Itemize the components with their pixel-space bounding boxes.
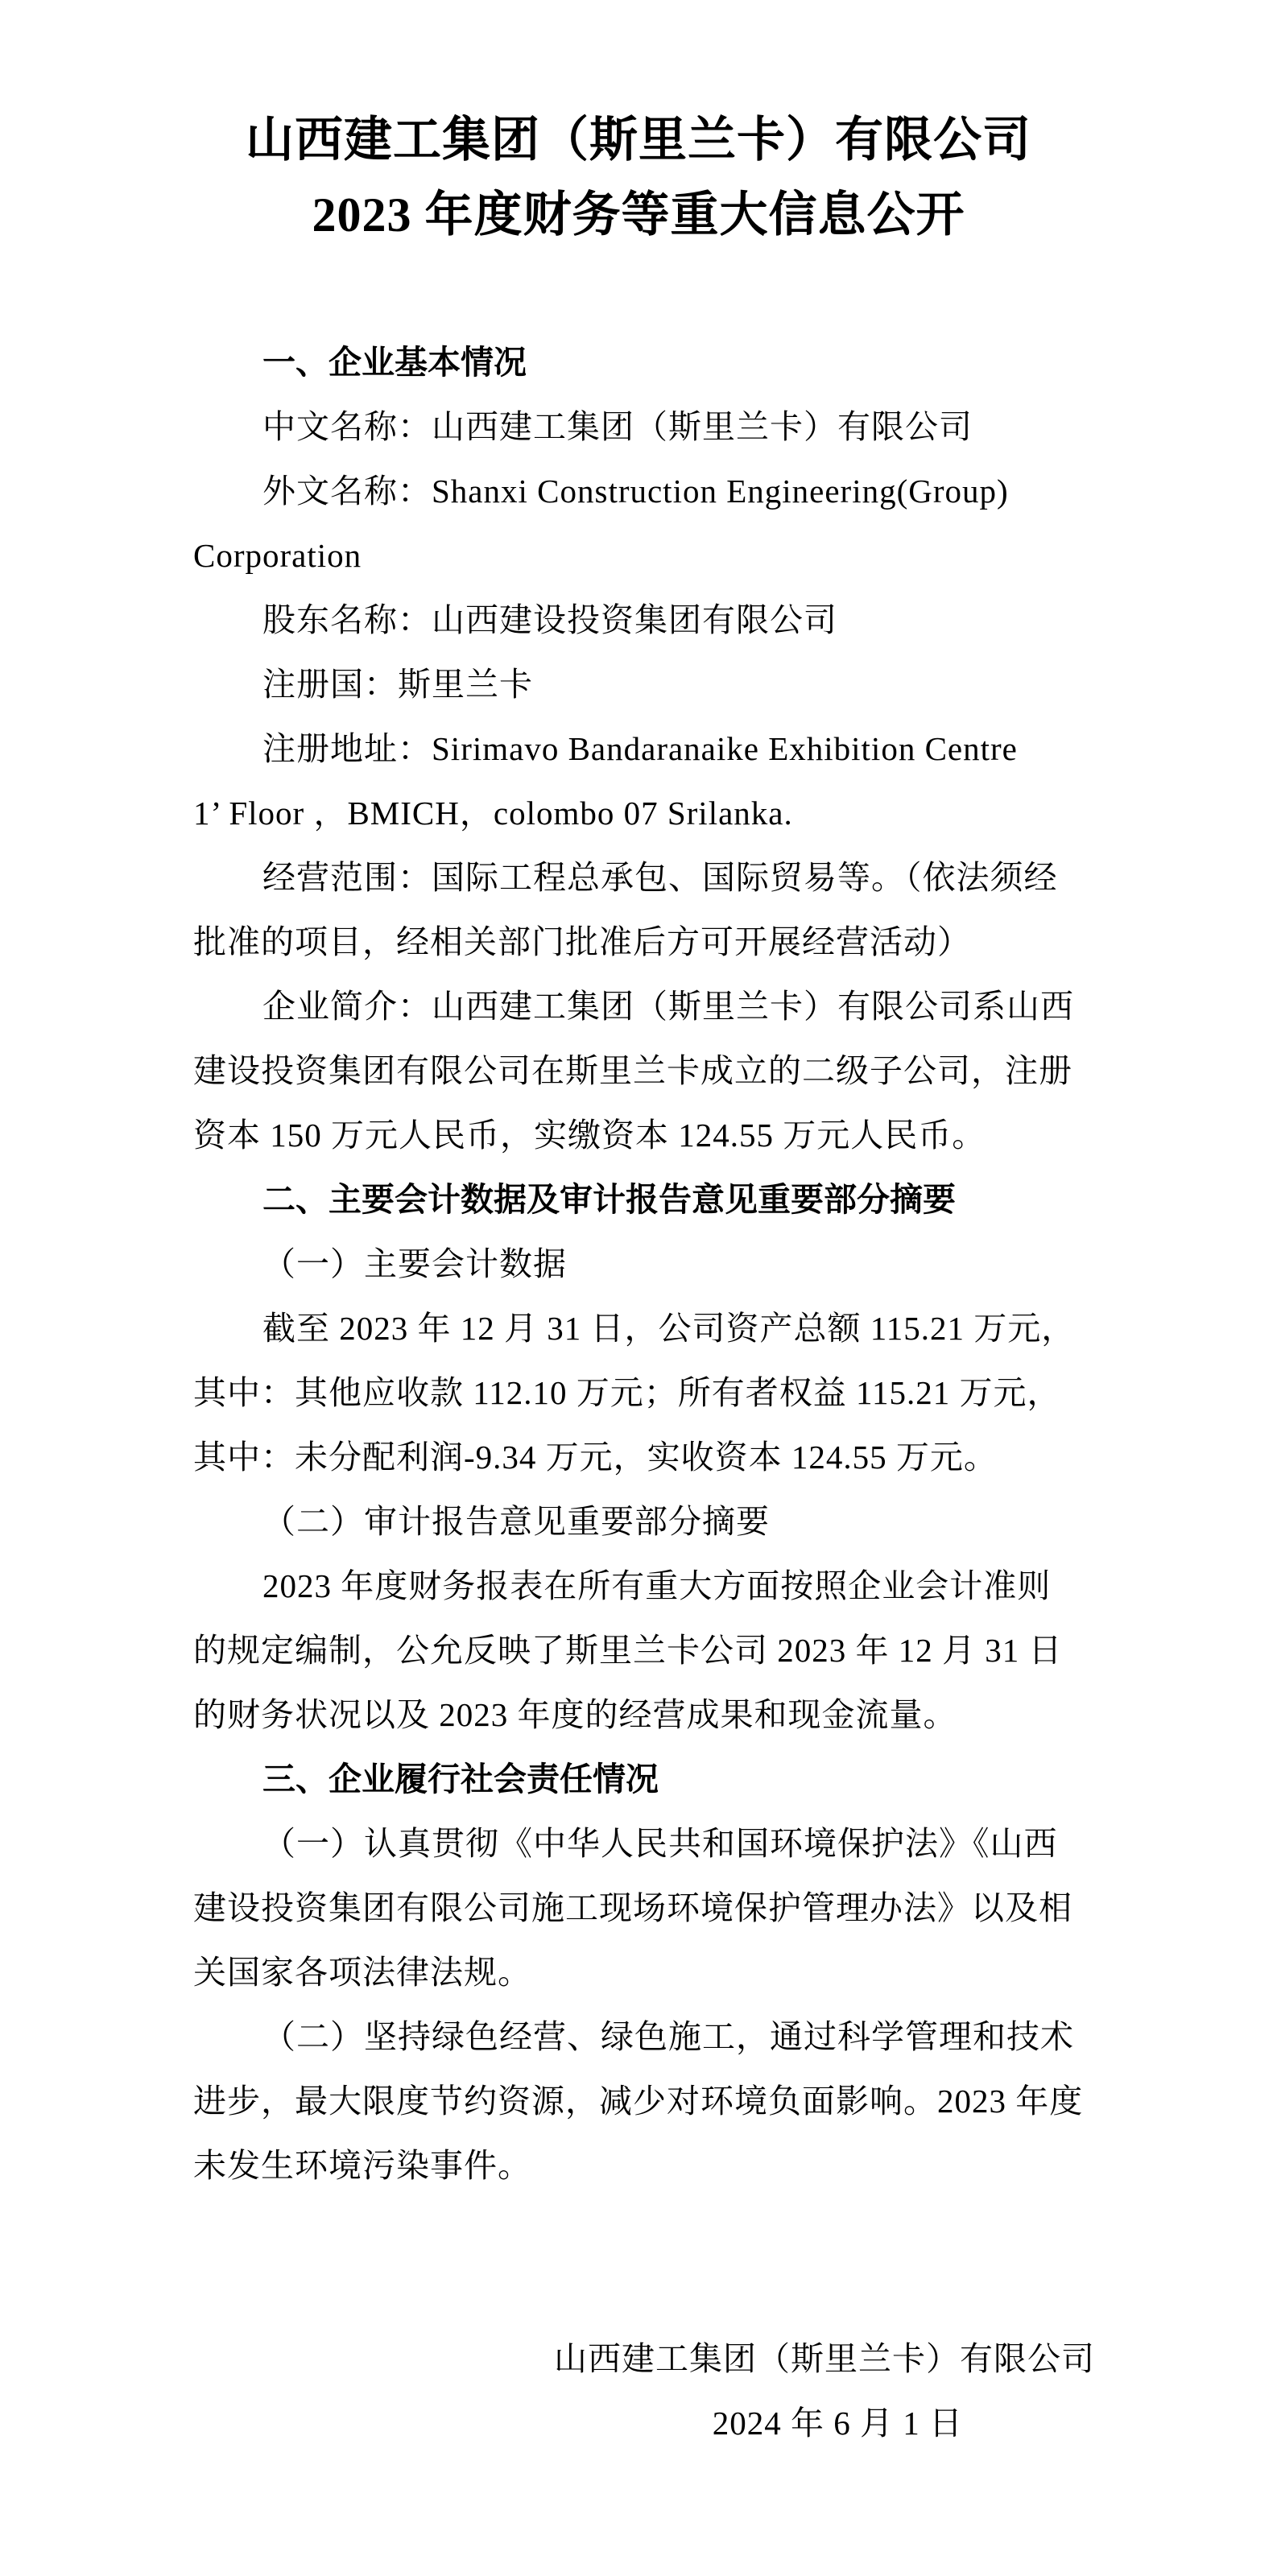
field-business-scope: 经营范围：国际工程总承包、国际贸易等。（依法须经 bbox=[262, 859, 1058, 896]
signature-block bbox=[193, 2326, 1095, 2455]
field-registered-address: 注册地址：Sirimavo Bandaranaike Exhibition Centre bbox=[262, 730, 1018, 767]
subsection-accounting-data-title: （一）主要会计数据 bbox=[262, 1245, 567, 1282]
document-title-line-1: 山西建工集团（斯里兰卡）有限公司 bbox=[246, 114, 1031, 167]
field-company-profile: 企业简介：山西建工集团（斯里兰卡）有限公司系山西 bbox=[262, 988, 1074, 1025]
document-title-line-2: 2023 年度财务等重大信息公开 bbox=[312, 188, 965, 242]
social-responsibility-line-3: 关国家各项法律法规。 bbox=[193, 1954, 531, 1991]
social-responsibility-line-6: 未发生环境污染事件。 bbox=[193, 2147, 531, 2184]
social-responsibility-line-5: 进步，最大限度节约资源，减少对环境负面影响。2023 年度 bbox=[193, 2083, 1084, 2120]
accounting-data-line-1: 截至 2023 年 12 月 31 日，公司资产总额 115.21 万元， bbox=[262, 1310, 1076, 1347]
field-company-profile-continued-2: 资本 150 万元人民币，实缴资本 124.55 万元人民币。 bbox=[193, 1117, 986, 1154]
signature-date: 2024 年 6 月 1 日 bbox=[712, 2405, 963, 2442]
document-body bbox=[193, 330, 1095, 2455]
accounting-data-line-2: 其中：其他应收款 112.10 万元；所有者权益 115.21 万元， bbox=[193, 1374, 1061, 1411]
field-shareholder-name: 股东名称：山西建设投资集团有限公司 bbox=[262, 601, 837, 638]
section-heading-2: 二、主要会计数据及审计报告意见重要部分摘要 bbox=[262, 1181, 956, 1218]
document-title bbox=[0, 103, 1277, 253]
audit-opinion-line-3: 的财务状况以及 2023 年度的经营成果和现金流量。 bbox=[193, 1696, 957, 1733]
accounting-data-line-3: 其中：未分配利润-9.34 万元，实收资本 124.55 万元。 bbox=[193, 1439, 998, 1476]
section-heading-3: 三、企业履行社会责任情况 bbox=[262, 1761, 659, 1798]
field-chinese-name: 中文名称：山西建工集团（斯里兰卡）有限公司 bbox=[262, 408, 973, 445]
field-company-profile-continued-1: 建设投资集团有限公司在斯里兰卡成立的二级子公司，注册 bbox=[193, 1052, 1072, 1089]
field-registered-address-continued: 1’ Floor ，BMICH，colombo 07 Srilanka. bbox=[193, 795, 793, 832]
field-business-scope-continued: 批准的项目，经相关部门批准后方可开展经营活动） bbox=[193, 923, 971, 960]
subsection-audit-opinion-title: （二）审计报告意见重要部分摘要 bbox=[262, 1503, 770, 1540]
social-responsibility-line-4: （二）坚持绿色经营、绿色施工，通过科学管理和技术 bbox=[262, 2018, 1074, 2055]
audit-opinion-line-2: 的规定编制，公允反映了斯里兰卡公司 2023 年 12 月 31 日 bbox=[193, 1632, 1063, 1669]
social-responsibility-line-1: （一）认真贯彻《中华人民共和国环境保护法》《山西 bbox=[262, 1825, 1058, 1862]
social-responsibility-line-2: 建设投资集团有限公司施工现场环境保护管理办法》以及相 bbox=[193, 1889, 1072, 1926]
signature-company: 山西建工集团（斯里兰卡）有限公司 bbox=[554, 2340, 1095, 2377]
field-foreign-name-continued: Corporation bbox=[193, 537, 362, 574]
field-registration-country: 注册国：斯里兰卡 bbox=[262, 666, 533, 703]
section-heading-1: 一、企业基本情况 bbox=[262, 344, 527, 381]
audit-opinion-line-1: 2023 年度财务报表在所有重大方面按照企业会计准则 bbox=[262, 1567, 1052, 1604]
field-foreign-name: 外文名称：Shanxi Construction Engineering(Group) bbox=[262, 473, 1009, 510]
